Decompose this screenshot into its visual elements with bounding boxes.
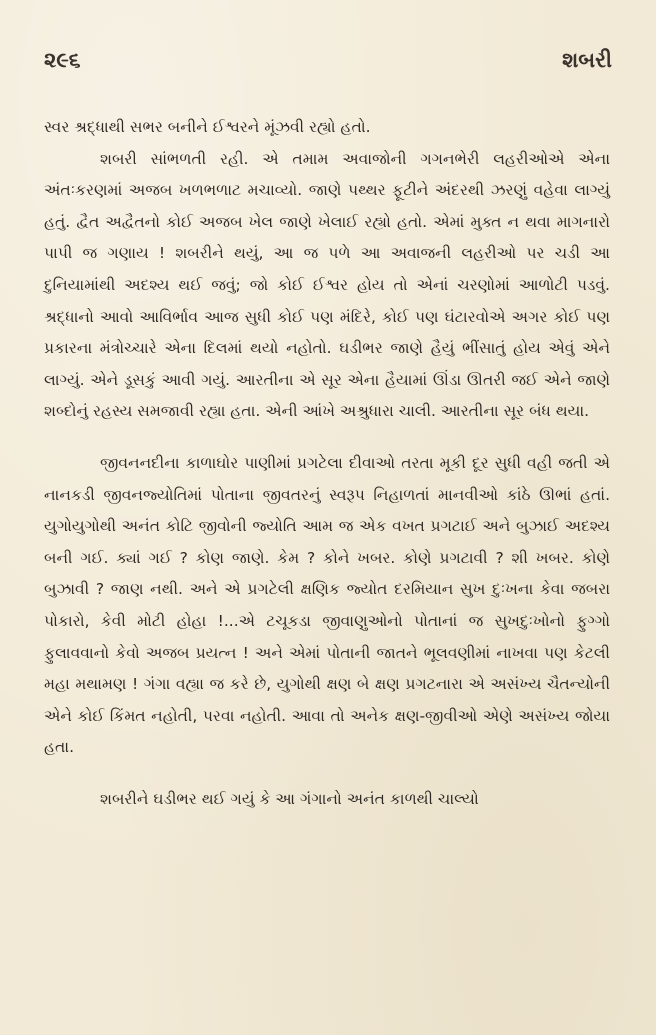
running-title: શબરી — [562, 48, 612, 72]
body-text — [44, 112, 610, 815]
paragraph-2: શબરી સાંભળતી રહી. એ તમામ અવાજોની ગગનભેરી લહરીઓએ એના અંતઃકરણમાં અજબ ખળભળાટ મચાવ્યો. જાણે પથ્થર ફૂટીને અંદરથી ઝરણું વહેવા લાગ્યું હતું. દ્વૈત અદ્વૈતનો કોઈ અજબ ખેલ જાણે ખેલાઈ રહ્યો હતો. એમાં મુક્ત ન થવા માગનારો પાપી જ ગણાય ! શબરીને થયું, આ જ પળે આ અવાજની લહરીઓ પર ચડી આ દુનિયામાંથી અદશ્ય થઈ જવું; જો કોઈ ઈશ્વર હોય તો એનાં ચરણોમાં આળોટી પડવું. શ્રદ્ધાનો આવો આવિર્ભાવ આજ સુધી કોઈ પણ મંદિરે, કોઈ પણ ઘંટારવોએ અગર કોઈ પણ પ્રકારના મંત્રોચ્ચારે એના દિલમાં થયો નહોતો. ઘડીભર જાણે હૈયું ભીંસાતું હોય એવું એને લાગ્યું. એને ડૂસકું આવી ગયું. આરતીના એ સૂર એના હૈયામાં ઊંડા ઊતરી જઈ એને જાણે શબ્દોનું રહસ્ય સમજાવી રહ્યા હતા. એની આંખે અશ્રુધારા ચાલી. આરતીના સૂર બંધ થયા. — [44, 149, 610, 421]
paragraph-1: સ્વર શ્રદ્ધાથી સભર બનીને ઈશ્વરને મૂંઝવી રહ્યો હતો. — [44, 118, 371, 136]
page-number: ૨૯૬ — [44, 48, 81, 72]
page-header — [44, 48, 612, 78]
paragraph-3: જીવનનદીના કાળાઘોર પાણીમાં પ્રગટેલા દીવાઓ તરતા મૂકી દૂર સુધી વહી જતી એ નાનકડી જીવનજ્યોતિમાં પોતાના જીવતરનું સ્વરૂપ નિહાળતાં માનવીઓ કાંઠે ઊભાં હતાં. યુગોયુગોથી અનંત કોટિ જીવોની જ્યોતિ આમ જ એક વખત પ્રગટાઈ અને બુઝાઈ અદશ્ય બની ગઈ. ક્યાં ગઈ ? કોણ જાણે. કેમ ? કોને ખબર. કોણે પ્રગટાવી ? શી ખબર. કોણે બુઝાવી ? જાણ નથી. અને એ પ્રગટેલી ક્ષણિક જ્યોત દરમિયાન સુખ દુઃખના કેવા જબરા પોકારો, કેવી મોટી હોહા !...એ ટચૂકડા જીવાણુઓનો પોતાનાં જ સુખદુઃખોનો ફુગ્ગો ફુલાવવાનો કેવો અજબ પ્રયત્ન ! અને એમાં પોતાની જાતને ભૂલવણીમાં નાખવા પણ કેટલી મહા મથામણ ! ગંગા વહ્યા જ કરે છે, યુગોથી ક્ષણ બે ક્ષણ પ્રગટનારા એ અસંખ્ય ચૈતન્યોની એને કોઈ કિંમત નહોતી, પરવા નહોતી. આવા તો અનેક ક્ષણ-જીવીઓ એણે અસંખ્ય જોયા હતા. — [44, 453, 610, 757]
paragraph-4: શબરીને ઘડીભર થઈ ગયું કે આ ગંગાનો અનંત કાળથી ચાલ્યો — [100, 789, 479, 808]
